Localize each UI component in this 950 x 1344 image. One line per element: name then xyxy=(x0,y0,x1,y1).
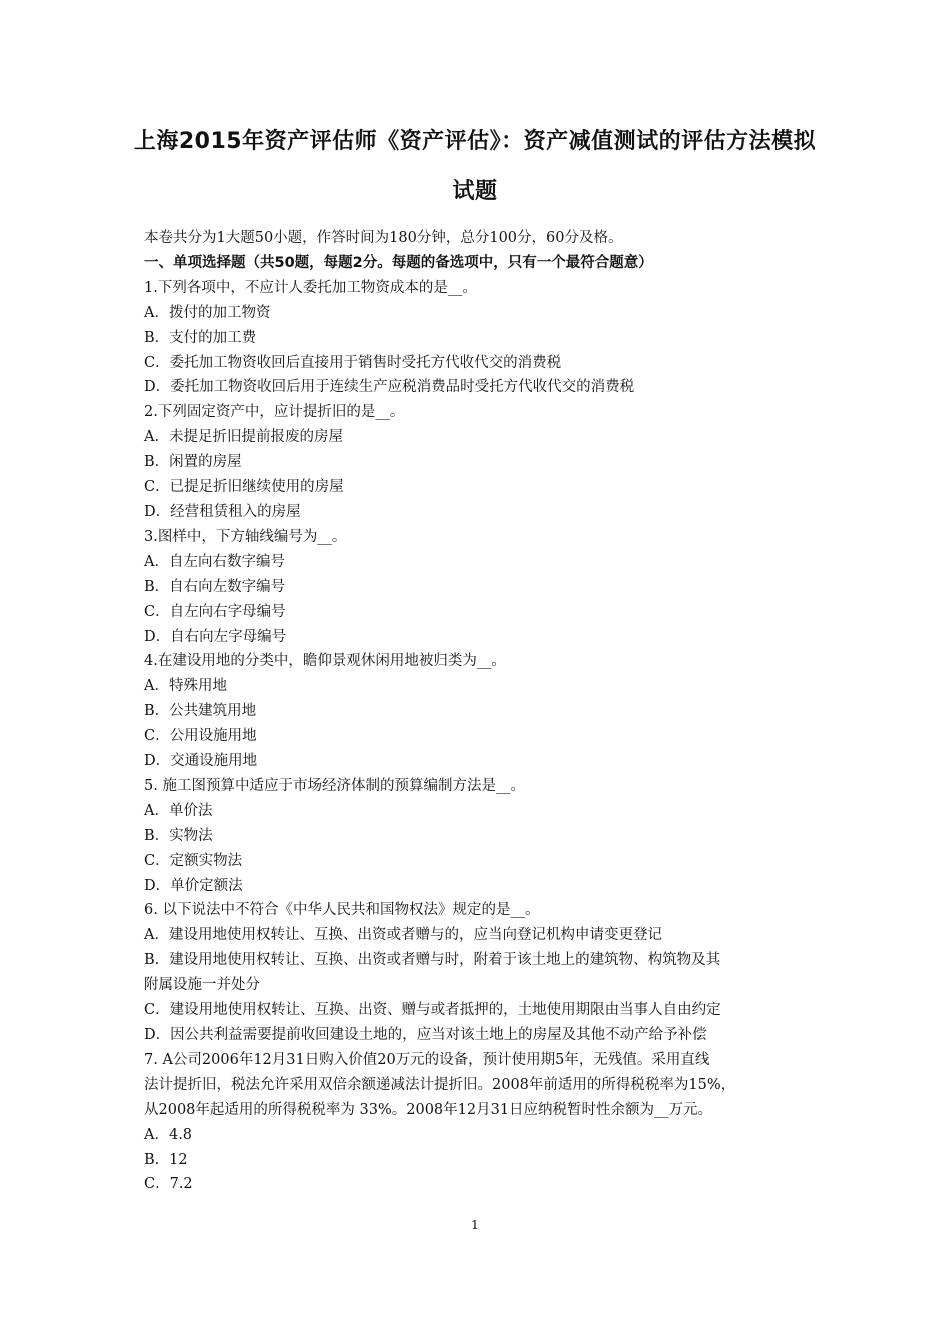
question-5-option-b: B．实物法 xyxy=(144,827,213,844)
question-3-option-c: C．自左向右字母编号 xyxy=(144,603,286,620)
question-1-option-c: C．委托加工物资收回后直接用于销售时受托方代收代交的消费税 xyxy=(144,354,562,371)
question-4-option-c: C．公用设施用地 xyxy=(144,728,257,745)
question-6-option-b-line2: 附属设施一并处分 xyxy=(144,977,260,994)
question-7-option-a: A．4.8 xyxy=(144,1126,193,1143)
question-7-stem-line1: 7. A公司2006年12月31日购入价值20万元的设备，预计使用期5年，无残值。采用直线 xyxy=(144,1051,710,1068)
question-7-stem-line2: 法计提折旧，税法允许采用双倍余额递减法计提折旧。2008年前适用的所得税税率为15%， xyxy=(144,1076,736,1093)
question-1-stem: 1.下列各项中，不应计人委托加工物资成本的是__。 xyxy=(144,279,477,296)
question-4-option-a: A．特殊用地 xyxy=(144,678,227,695)
question-7-option-b: B．12 xyxy=(144,1151,188,1168)
section-heading: 一、单项选择题（共50题，每题2分。每题的备选项中，只有一个最符合题意） xyxy=(144,254,653,271)
question-5-option-a: A．单价法 xyxy=(144,802,213,819)
question-2-option-a: A．未提足折旧提前报废的房屋 xyxy=(144,429,343,446)
question-7-stem-line3: 从2008年起适用的所得税税率为 33%。2008年12月31日应纳税暂时性余额为__万元。 xyxy=(144,1101,713,1118)
question-3-option-a: A．自左向右数字编号 xyxy=(144,553,285,570)
question-7-option-c: C．7.2 xyxy=(144,1176,193,1193)
page-number: 1 xyxy=(471,1218,479,1232)
question-6-option-d: D．因公共利益需要提前收回建设土地的，应当对该土地上的房屋及其他不动产给予补偿 xyxy=(144,1027,707,1043)
intro-text: 本卷共分为1大题50小题，作答时间为180分钟，总分100分，60分及格。 xyxy=(144,230,623,246)
question-2-option-d: D．经营租赁租入的房屋 xyxy=(144,503,301,520)
question-5-option-d: D．单价定额法 xyxy=(144,877,243,894)
question-1-option-d: D．委托加工物资收回后用于连续生产应税消费品时受托方代收代交的消费税 xyxy=(144,379,635,396)
question-1-option-a: A．拨付的加工物资 xyxy=(144,304,271,321)
question-6-option-a: A．建设用地使用权转让、互换、出资或者赠与的，应当向登记机构申请变更登记 xyxy=(144,927,662,944)
question-2-option-c: C．已提足折旧继续使用的房屋 xyxy=(144,479,344,496)
question-6-option-b-line1: B．建设用地使用权转让、互换、出资或者赠与时，附着于该土地上的建筑物、构筑物及其 xyxy=(144,952,721,969)
question-4-option-b: B．公共建筑用地 xyxy=(144,703,257,720)
question-5-stem: 5. 施工图预算中适应于市场经济体制的预算编制方法是__。 xyxy=(144,777,525,794)
question-3-option-b: B．自右向左数字编号 xyxy=(144,578,286,595)
question-3-option-d: D．自右向左字母编号 xyxy=(144,628,287,645)
question-4-option-d: D．交通设施用地 xyxy=(144,753,258,770)
question-1-option-b: B．支付的加工费 xyxy=(144,329,257,346)
question-2-option-b: B．闲置的房屋 xyxy=(144,454,242,471)
document-title-line1: 上海2015年资产评估师《资产评估》：资产减值测试的评估方法模拟 xyxy=(133,129,817,154)
question-3-stem: 3.图样中，下方轴线编号为__。 xyxy=(144,528,347,545)
document-title-line2: 试题 xyxy=(452,179,498,204)
question-6-stem: 6. 以下说法中不符合《中华人民共和国物权法》规定的是__。 xyxy=(144,902,540,919)
question-4-stem: 4.在建设用地的分类中，瞻仰景观休闲用地被归类为__。 xyxy=(144,653,506,670)
question-5-option-c: C．定额实物法 xyxy=(144,852,243,869)
question-2-stem: 2.下列固定资产中，应计提折旧的是__。 xyxy=(144,404,405,421)
question-6-option-c: C．建设用地使用权转让、互换、出资、赠与或者抵押的，土地使用期限由当事人自由约定 xyxy=(144,1002,721,1019)
document-body xyxy=(144,226,814,1197)
